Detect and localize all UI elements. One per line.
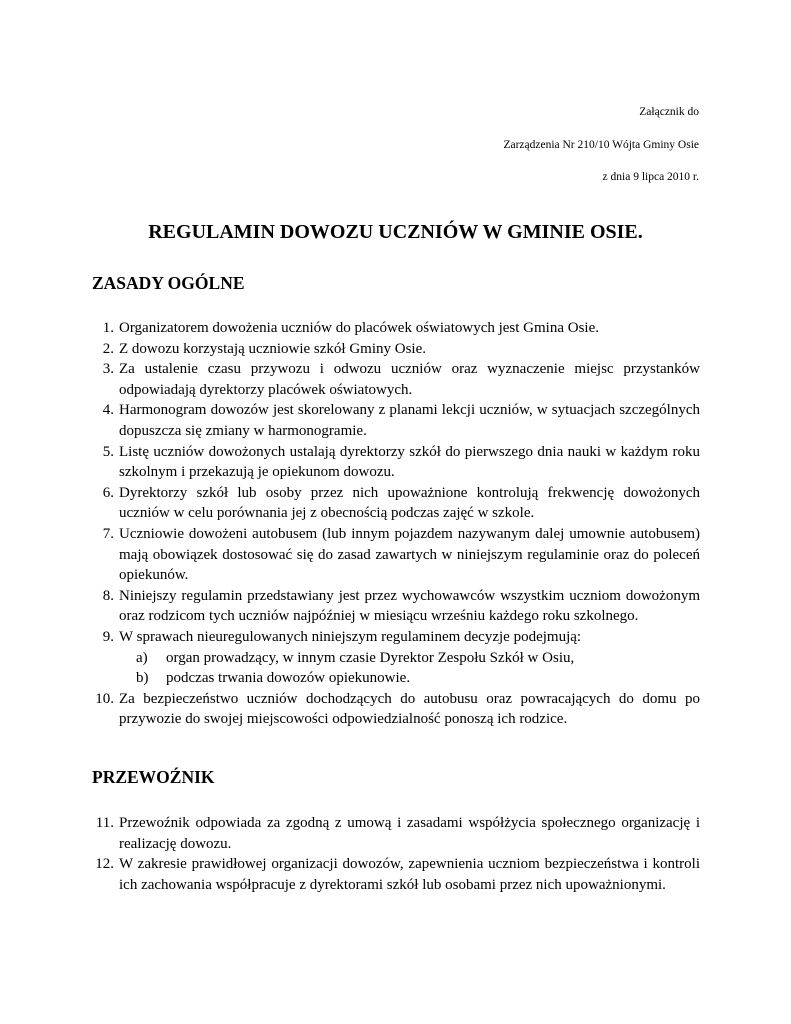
- item-number: 6.: [102, 484, 114, 501]
- item-number: 7.: [102, 525, 114, 542]
- sub-item-letter: a): [136, 649, 148, 666]
- list-item: [92, 359, 700, 400]
- sub-item-text: organ prowadzący, w innym czasie Dyrektor Zespołu Szkół w Osiu,: [166, 649, 575, 666]
- item-text: Przewoźnik odpowiada za zgodną z umową i zasadami współżycia społecznego organizację i realizację dowozu.: [119, 815, 700, 852]
- sub-item-letter: b): [136, 670, 149, 687]
- item-number: 8.: [102, 587, 114, 604]
- list-item: [92, 524, 700, 586]
- document-title: REGULAMIN DOWOZU UCZNIÓW W GMINIE OSIE.: [148, 221, 643, 243]
- ordinance-reference: Zarządzenia Nr 210/10 Wójta Gminy Osie: [503, 139, 699, 151]
- item-text: W zakresie prawidłowej organizacji dowozów, zapewnienia uczniom bezpieczeństwa i kontroli ich zachowania współpracuje z dyrektorami szkół lub osobami przez nich upoważnionymi.: [119, 856, 700, 893]
- general-rules-list: [92, 318, 700, 730]
- carrier-rules-list: [92, 813, 700, 895]
- item-number: 1.: [102, 320, 114, 336]
- list-item: [92, 813, 700, 854]
- item-number: 12.: [95, 856, 114, 873]
- list-item: [92, 627, 700, 689]
- item-text: Harmonogram dowozów jest skorelowany z planami lekcji uczniów, w sytuacjach szczególnych dopuszcza się zmiany w harmonogramie.: [119, 402, 700, 439]
- sub-list: [119, 648, 700, 689]
- item-text: W sprawach nieuregulowanych niniejszym regulaminem decyzje podejmują:: [119, 628, 582, 645]
- sub-item-text: podczas trwania dowozów opiekunowie.: [166, 670, 411, 687]
- item-text: Za bezpieczeństwo uczniów dochodzących do autobusu oraz powracających do domu po przywozie do swojej miejscowości odpowiedzialność ponoszą ich rodzice.: [119, 690, 700, 728]
- list-item: [92, 483, 700, 524]
- item-number: 4.: [102, 402, 114, 419]
- item-text: Listę uczniów dowożonych ustalają dyrektorzy szkół do pierwszego dnia nauki w każdym roku szkolnym i przekazują je opiekunom dowozu.: [119, 443, 700, 481]
- list-item: [92, 442, 700, 483]
- item-text: Uczniowie dowożeni autobusem (lub innym pojazdem nazywanym dalej umownie autobusem) mają obowiązek dostosować się do zasad zawartych w niniejszym regulaminie oraz do poleceń opiekunów.: [119, 525, 700, 584]
- item-number: 9.: [102, 628, 114, 645]
- list-item: [92, 586, 700, 627]
- item-text: Niniejszy regulamin przedstawiany jest przez wychowawców wszystkim uczniom dowożonym oraz rodzicom tych uczniów najpóźniej w miesiącu wrześniu każdego roku szkolnego.: [119, 587, 700, 625]
- item-number: 10.: [95, 690, 114, 707]
- item-number: 5.: [102, 443, 114, 460]
- list-item: [92, 339, 700, 360]
- item-number: 11.: [95, 815, 114, 831]
- attachment-label: Załącznik do: [639, 106, 699, 118]
- list-item: [92, 318, 700, 339]
- item-text: Z dowozu korzystają uczniowie szkół Gminy Osie.: [119, 340, 427, 357]
- sub-list-item: [119, 668, 700, 689]
- item-text: Za ustalenie czasu przywozu i odwozu uczniów oraz wyznaczenie miejsc przystanków odpowiadają dyrektorzy placówek oświatowych.: [119, 361, 700, 398]
- list-item: [92, 689, 700, 730]
- list-item: [92, 854, 700, 895]
- section-heading-carrier: PRZEWOŹNIK: [92, 767, 215, 787]
- item-text: Organizatorem dowożenia uczniów do placówek oświatowych jest Gmina Osie.: [119, 320, 599, 336]
- item-text: Dyrektorzy szkół lub osoby przez nich upoważnione kontrolują frekwencję dowożonych uczniów w celu porównania jej z obecnością podczas zajęć w szkole.: [119, 484, 700, 522]
- item-number: 3.: [102, 361, 114, 378]
- ordinance-date: z dnia 9 lipca 2010 r.: [602, 171, 699, 183]
- list-item: [92, 400, 700, 441]
- item-number: 2.: [102, 340, 114, 357]
- section-heading-general-rules: ZASADY OGÓLNE: [92, 273, 245, 293]
- sub-list-item: [119, 648, 700, 669]
